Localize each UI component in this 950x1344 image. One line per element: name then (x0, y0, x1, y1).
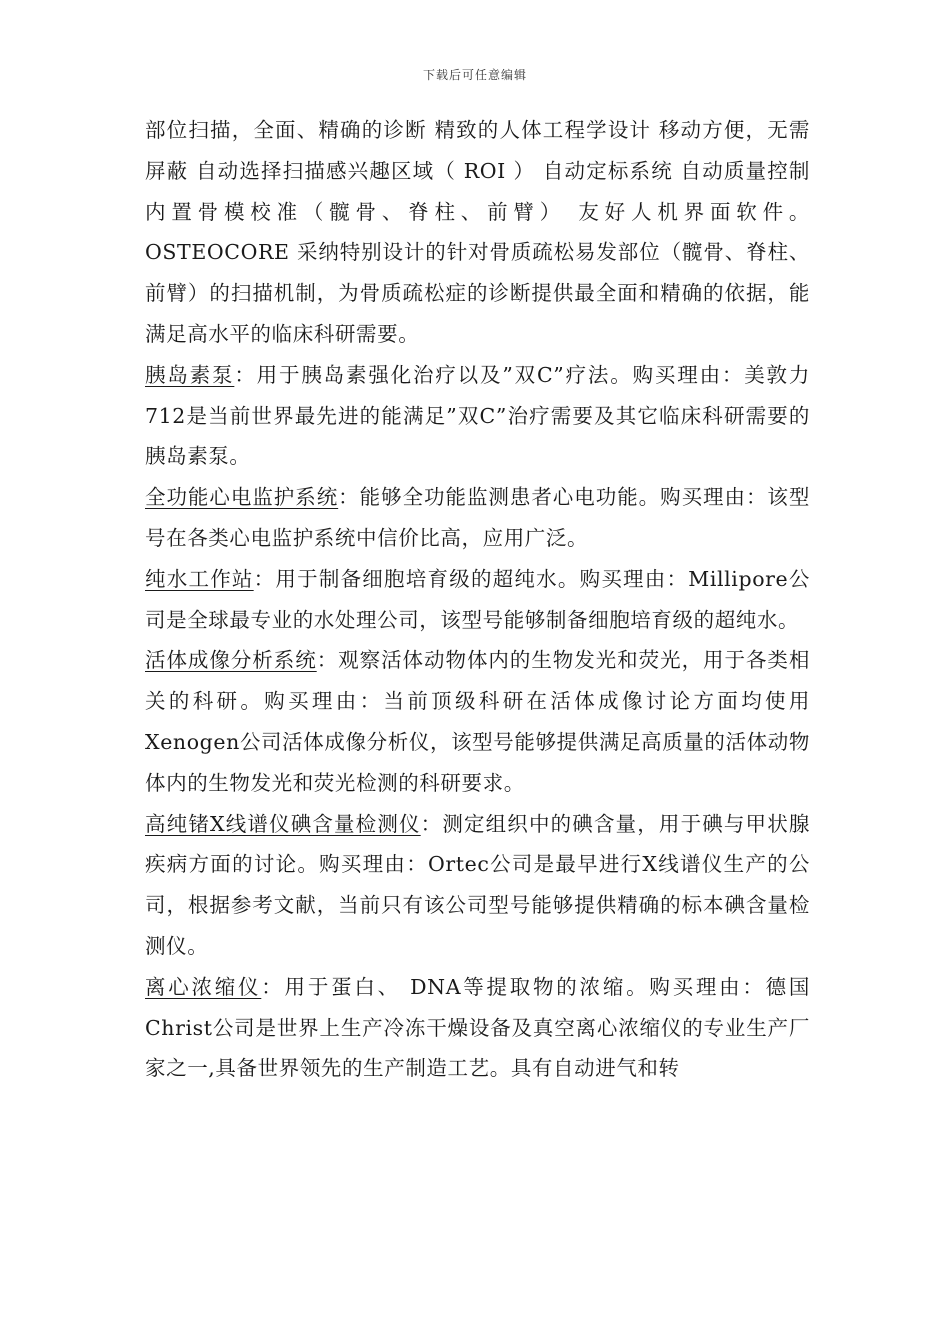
header-note: 下载后可任意编辑 (422, 68, 527, 82)
entry-xray-spectrometer (145, 804, 810, 967)
entry-text: ：测定组织中的碘含量，用于碘与甲状腺疾病方面的讨论。购买理由：Ortec公司是最早进行X线谱仪生产的公司，根据参考文献，当前只有该公司型号能够提供精确的标本碘含量检测仪。 (145, 811, 810, 958)
entry-centrifugal-concentrator (145, 967, 810, 1089)
entry-text: ：观察活体动物体内的生物发光和荧光，用于各类相关的科研。购买理由：当前顶级科研在活体成像讨论方面均使用Xenogen公司活体成像分析仪，该型号能够提供满足高质量的活体动物体内的生物发光和荧光检测的科研要求。 (145, 648, 810, 795)
entry-text: ：用于制备细胞培育级的超纯水。购买理由：Millipore公司是全球最专业的水处理公司，该型号能够制备细胞培育级的超纯水。 (145, 566, 810, 632)
entry-text: ：能够全功能监测患者心电功能。购买理由：该型号在各类心电监护系统中信价比高，应用广泛。 (145, 485, 810, 550)
entry-text: ：用于胰岛素强化治疗以及”双C”疗法。购买理由：美敦力712是当前世界最先进的能满足”双C”治疗需要及其它临床科研需要的胰岛素泵。 (145, 362, 810, 469)
entry-term: 高纯锗X线谱仪碘含量检测仪 (145, 811, 421, 836)
entry-term: 离心浓缩仪 (145, 974, 262, 999)
entry-text: ：用于蛋白、 DNA等提取物的浓缩。购买理由：德国Christ公司是世界上生产冷冻干燥设备及真空离心浓缩仪的专业生产厂家之一,具备世界领先的生产制造工艺。具有自动进气和转 (145, 974, 810, 1081)
entry-term: 活体成像分析系统 (145, 648, 317, 673)
entry-ecg-monitor (145, 477, 810, 559)
intro-paragraph: 部位扫描，全面、精确的诊断 精致的人体工程学设计 移动方便，无需屏蔽 自动选择扫描感兴趣区域（ ROI ） 自动定标系统 自动质量控制 内置骨模校准（髋骨、脊柱、前臂） 友好人机界面软件。OSTEOCORE 采纳特别设计的针对骨质疏松易发部位（髋骨、脊柱、前臂）的扫描机制，为骨质疏松症的诊断提供最全面和精确的依据，能满足高水平的临床科研需要。 (145, 118, 810, 346)
entry-term: 胰岛素泵 (145, 362, 235, 387)
entry-term: 纯水工作站 (145, 566, 254, 591)
entry-term: 全功能心电监护系统 (145, 485, 339, 510)
entry-insulin-pump (145, 355, 810, 477)
entry-pure-water (145, 559, 810, 641)
document-body (145, 110, 810, 1089)
entry-in-vivo-imaging (145, 640, 810, 803)
